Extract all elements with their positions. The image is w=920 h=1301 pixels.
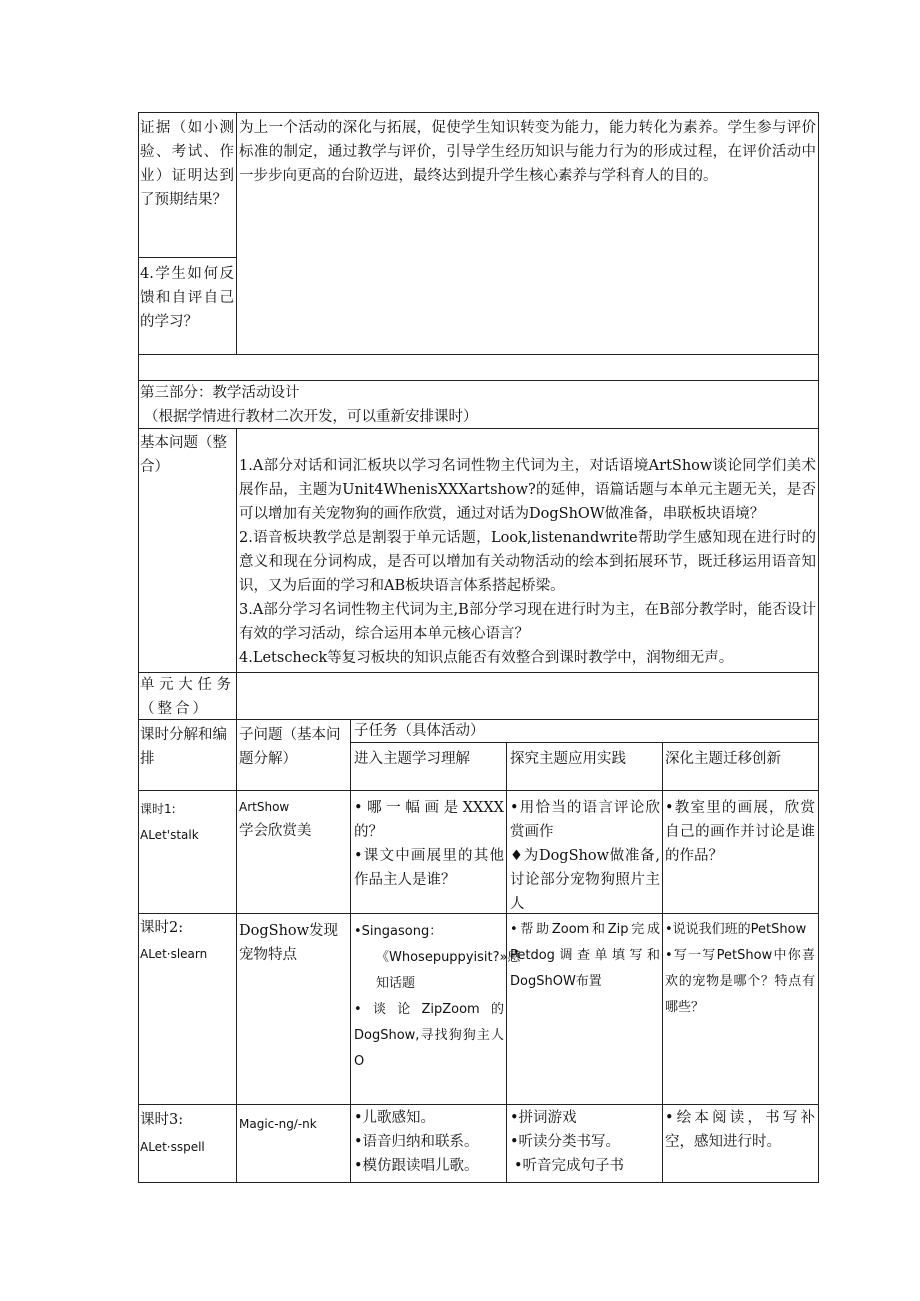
activity-cell: [354, 796, 504, 892]
list-item: 1.A部分对话和词汇板块以学习名词性物主代词为主，对话语境ArtShow谈论同学们美术展作品，主题为Unit4WhenisXXXartshow?的延伸，语篇话题与本单元主题无关，是否可以增加有关宠物狗的画作欣赏，通过对话为DogShOW做准备，串联板块语境？: [239, 458, 816, 522]
list-item: •语音归纳和联系。: [354, 1134, 479, 1150]
activity-cell: [354, 1106, 504, 1178]
list-item: •哪一幅画是XXXX的？: [354, 800, 504, 840]
sub-question: 学会欣赏美: [239, 823, 312, 839]
list-item: •儿歌感知。: [354, 1110, 436, 1126]
list-item: •教室里的画展，欣赏自己的画作并讨论是谁的作品？: [665, 800, 815, 864]
list-item: •写一写PetShow中你喜欢的宠物是哪个？特点有哪些？: [665, 948, 815, 1015]
part3-title: 第三部分：教学活动设计: [140, 385, 300, 401]
sub-question: ArtShow: [239, 800, 290, 814]
list-item: 《Whosepuppyisit?»感知话题: [376, 950, 521, 991]
activity-cell: [354, 919, 521, 1075]
list-item: 3.A部分学习名词性物主代词为主,B部分学习现在进行时为主，在B部分教学时，能否设计有效的学习活动，综合运用本单元核心语言？: [239, 602, 816, 642]
divider: [236, 428, 237, 719]
divider: [138, 672, 819, 673]
list-item: 4.Letscheck等复习板块的知识点能否有效整合到课时教学中，润物细无声。: [239, 650, 734, 666]
table-border-bottom: [138, 1182, 819, 1183]
lesson-number: 课时3:: [140, 1112, 184, 1128]
activity-cell: [510, 1106, 660, 1178]
sub-task-header: 子任务（具体活动）: [354, 723, 485, 739]
divider: [138, 1104, 819, 1105]
divider: [662, 742, 663, 1183]
list-item: •模仿跟读唱儿歌。: [354, 1158, 479, 1174]
sub-question: Magic-ng∕-nk: [239, 1117, 317, 1131]
list-item: •说说我们班的PetShow: [665, 922, 807, 937]
list-item: ♦为DogShow做准备,讨论部分宠物狗照片主人: [510, 848, 660, 912]
activity-cell: [510, 917, 660, 995]
table-border-right: [818, 112, 819, 1183]
basic-questions-list: [239, 454, 816, 670]
activity-cell: [510, 796, 660, 916]
divider: [236, 719, 237, 1183]
sub-header-transfer: 深化主题迁移创新: [665, 751, 781, 767]
activity-cell: [665, 917, 815, 1021]
list-item: •听读分类书写。: [510, 1134, 621, 1150]
list-item: 2.语音板块教学总是割裂于单元话题，Look,listenandwrite帮助学生感知现在进行时的意义和现在分词构成，是否可以增加有关动物活动的绘本到拓展环节，既迁移运用语音知识，又为后面的学习和AB板块语言体系搭起桥梁。: [239, 530, 816, 594]
activity-cell: [665, 1106, 815, 1154]
table-border-left: [138, 112, 139, 1183]
feedback-label: 4.学生如何反馈和自评自己的学习？: [140, 266, 234, 330]
lesson-breakdown-header: 课时分解和编排: [140, 727, 227, 767]
list-item: •用恰当的语言评论欣赏画作: [510, 800, 660, 840]
list-item: •听音完成句子书: [514, 1158, 625, 1174]
divider: [138, 790, 819, 791]
basic-questions-label: 基本问题（整合）: [140, 435, 227, 475]
divider: [138, 913, 819, 914]
table-border-top: [138, 112, 819, 113]
sub-header-understanding: 进入主题学习理解: [354, 751, 470, 767]
lesson-section: ALet·sspell: [140, 1140, 205, 1154]
list-item: •拼词游戏: [510, 1110, 577, 1126]
part3-subtitle: （根据学情进行教材二次开发，可以重新安排课时）: [144, 409, 478, 425]
evidence-text: 为上一个活动的深化与拓展，促使学生知识转变为能力，能力转化为素养。学生参与评价标准的制定，通过教学与评价，引导学生经历知识与能力行为的形成过程，在评价活动中一步步向更高的台阶迈进，最终达到提升学生核心素养与学科育人的目的。: [239, 120, 816, 184]
list-item: •Singasong：: [354, 924, 443, 939]
divider: [350, 719, 351, 1183]
list-item: •谈论ZipZoom的DogShow,寻找狗狗主人O: [354, 1002, 504, 1069]
lesson-number: 课时1:: [140, 802, 176, 816]
list-item: •帮助Zoom和Zip完成Petdog调查单填写和DogShOW布置: [510, 922, 660, 989]
lesson-section: ALet'stalk: [140, 828, 199, 842]
divider: [138, 354, 819, 355]
list-item: •课文中画展里的其他作品主人是谁？: [354, 848, 504, 888]
evidence-label: 证据（如小测验、考试、作业）证明达到了预期结果？: [140, 120, 234, 208]
unit-task-label: 单元大任务（整合）: [140, 677, 234, 717]
list-item: •绘本阅读，书写补空，感知进行时。: [665, 1110, 815, 1150]
lesson-section: ALet·slearn: [140, 947, 208, 961]
lesson-number: 课时2:: [140, 920, 184, 936]
divider: [138, 257, 237, 258]
sub-header-practice: 探究主题应用实践: [510, 751, 626, 767]
divider: [236, 112, 237, 354]
sub-question: DogShow发现宠物特点: [239, 923, 339, 963]
sub-question-header: 子问题（基本问题分解）: [239, 727, 341, 767]
activity-cell: [665, 796, 815, 868]
